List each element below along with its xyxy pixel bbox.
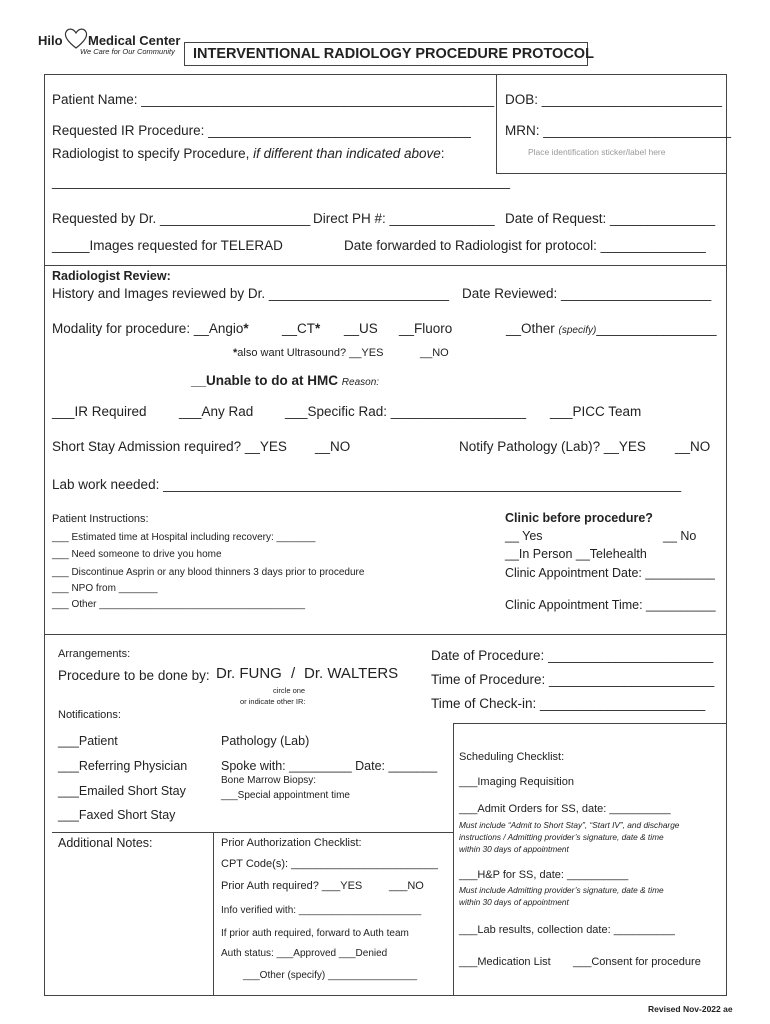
clinic-in-person-telehealth[interactable]: __In Person __Telehealth — [505, 547, 647, 561]
lab-work-field[interactable]: Lab work needed: _____________________________________________________________________ — [52, 477, 682, 492]
instruction-item[interactable]: ___ Estimated time at Hospital including recovery: _______ — [52, 532, 316, 543]
dr-fung-option[interactable]: Dr. FUNG — [216, 665, 282, 682]
requested-by-field[interactable]: Requested by Dr. ____________________ — [52, 211, 311, 226]
picc-team[interactable]: ___PICC Team — [550, 404, 642, 419]
logo-tagline: We Care for Our Community — [80, 47, 175, 56]
date-procedure-field[interactable]: Date of Procedure: ______________________ — [431, 648, 714, 663]
divider-sticker — [496, 173, 727, 174]
info-verified-field[interactable]: Info verified with: ______________________ — [221, 905, 422, 916]
special-appt-option[interactable]: ___Special appointment time — [221, 790, 350, 801]
date-forwarded-field[interactable]: Date forwarded to Radiologist for protocol: ______________ — [344, 238, 706, 253]
indicate-other-note: or indicate other IR: — [240, 697, 306, 706]
divider-scheduling — [453, 723, 454, 996]
admit-note: within 30 days of appointment — [459, 844, 569, 854]
also-ultrasound-no[interactable]: __NO — [420, 347, 449, 359]
auth-status-field[interactable]: Auth status: ___Approved ___Denied — [221, 948, 388, 959]
review-heading: Radiologist Review: — [52, 269, 171, 283]
instruction-item[interactable]: ___ Discontinue Asprin or any blood thinners 3 days prior to procedure — [52, 567, 365, 578]
procedure-blank-line[interactable]: _____________________________________________________________ — [52, 174, 510, 189]
patient-name-field[interactable]: Patient Name: _______________________________________________ — [52, 92, 495, 107]
also-ultrasound-yes[interactable]: *also want Ultrasound? __YES — [233, 347, 384, 359]
notify-pathology-yes[interactable]: Notify Pathology (Lab)? __YES — [459, 439, 646, 454]
modality-other[interactable]: __Other (specify)________________ — [506, 321, 717, 336]
pathology-spoke-field[interactable]: Spoke with: _________ Date: _______ — [221, 759, 438, 773]
scheduling-heading: Scheduling Checklist: — [459, 751, 565, 763]
arrangements-heading: Arrangements: — [58, 648, 131, 660]
date-request-field[interactable]: Date of Request: ______________ — [505, 211, 716, 226]
lab-results-field[interactable]: ___Lab results, collection date: __________ — [459, 924, 675, 936]
mrn-field[interactable]: MRN: _________________________ — [505, 123, 731, 138]
any-rad[interactable]: ___Any Rad — [179, 404, 254, 419]
notify-referring[interactable]: ___Referring Physician — [58, 759, 188, 773]
direct-ph-field[interactable]: Direct PH #: ______________ — [313, 211, 495, 226]
modality-angio[interactable]: Modality for procedure: __Angio* — [52, 321, 249, 336]
admit-note: instructions / Admitting provider’s signature, date & time — [459, 832, 664, 842]
auth-other-field[interactable]: ___Other (specify) ________________ — [243, 970, 418, 981]
divider-scheduling-top — [453, 723, 727, 724]
short-stay-no[interactable]: __NO — [315, 439, 351, 454]
radiologist-specify: Radiologist to specify Procedure, if different than indicated above: — [52, 146, 445, 161]
revised-date: Revised Nov-2022 ae — [648, 1004, 733, 1014]
cpt-code-field[interactable]: CPT Code(s): ________________________ — [221, 858, 438, 870]
divider-dob — [496, 74, 497, 174]
notifications-heading: Notifications: — [58, 709, 121, 721]
forward-auth-note: If prior auth required, forward to Auth team — [221, 928, 409, 939]
short-stay-yes[interactable]: Short Stay Admission required? __YES — [52, 439, 287, 454]
images-telerad-field[interactable]: _____Images requested for TELERAD — [52, 238, 283, 253]
time-checkin-field[interactable]: Time of Check-in: ______________________ — [431, 696, 706, 711]
instructions-heading: Patient Instructions: — [52, 513, 149, 525]
dr-walters-option[interactable]: Dr. WALTERS — [304, 665, 399, 682]
hp-note: Must include Admitting provider’s signature, date & time — [459, 885, 664, 895]
pathology-heading: Pathology (Lab) — [221, 734, 310, 748]
modality-fluoro[interactable]: __Fluoro — [399, 321, 453, 336]
circle-one-note: circle one — [273, 686, 306, 695]
notify-patient[interactable]: ___Patient — [58, 734, 118, 748]
additional-notes-label: Additional Notes: — [58, 836, 153, 850]
clinic-yes[interactable]: __ Yes — [505, 529, 543, 543]
time-procedure-field[interactable]: Time of Procedure: ______________________ — [431, 672, 715, 687]
page-title: INTERVENTIONAL RADIOLOGY PROCEDURE PROTOCOL — [193, 46, 594, 62]
divider-review — [44, 265, 727, 266]
consent-procedure[interactable]: ___Consent for procedure — [573, 956, 701, 968]
divider-arrangements — [44, 634, 727, 635]
date-reviewed-field[interactable]: Date Reviewed: ____________________ — [462, 286, 712, 301]
prior-auth-yes[interactable]: Prior Auth required? ___YES — [221, 880, 363, 892]
instruction-item[interactable]: ___ Other _____________________________________ — [52, 599, 306, 610]
divider-prior-auth — [213, 832, 214, 996]
imaging-requisition[interactable]: ___Imaging Requisition — [459, 776, 574, 788]
prior-auth-no[interactable]: ___NO — [389, 880, 424, 892]
bone-marrow-label: Bone Marrow Biopsy: — [221, 775, 317, 786]
clinic-heading: Clinic before procedure? — [505, 511, 653, 525]
modality-us[interactable]: __US — [344, 321, 378, 336]
logo — [38, 28, 181, 58]
medication-list[interactable]: ___Medication List — [459, 956, 551, 968]
notify-pathology-no[interactable]: __NO — [675, 439, 711, 454]
admit-note: Must include “Admit to Short Stay”, “Start IV”, and discharge — [459, 820, 680, 830]
requested-ir-field[interactable]: Requested IR Procedure: ___________________________________ — [52, 123, 471, 138]
specific-rad[interactable]: ___Specific Rad: __________________ — [285, 404, 526, 419]
prior-auth-heading: Prior Authorization Checklist: — [221, 837, 362, 849]
procedure-by-label: Procedure to be done by: — [58, 668, 210, 683]
divider-notes — [52, 832, 453, 833]
logo-name: Medical Center — [88, 33, 181, 48]
hp-ss-field[interactable]: ___H&P for SS, date: __________ — [459, 869, 629, 881]
ir-required[interactable]: ___IR Required — [52, 404, 147, 419]
instruction-item[interactable]: ___ Need someone to drive you home — [52, 549, 222, 560]
sticker-placeholder: Place identification sticker/label here — [528, 147, 666, 157]
admit-orders-field[interactable]: ___Admit Orders for SS, date: __________ — [459, 803, 671, 815]
notify-faxed[interactable]: ___Faxed Short Stay — [58, 808, 176, 822]
modality-ct[interactable]: __CT* — [282, 321, 321, 336]
hp-note: within 30 days of appointment — [459, 897, 569, 907]
notify-emailed[interactable]: ___Emailed Short Stay — [58, 784, 186, 798]
clinic-appt-date[interactable]: Clinic Appointment Date: __________ — [505, 566, 715, 580]
history-reviewed-field[interactable]: History and Images reviewed by Dr. ________________________ — [52, 286, 450, 301]
unable-hmc[interactable]: __Unable to do at HMC Reason: — [191, 373, 380, 388]
clinic-appt-time[interactable]: Clinic Appointment Time: __________ — [505, 598, 716, 612]
page-title-box — [184, 42, 594, 66]
doctor-slash: / — [291, 665, 296, 682]
dob-field[interactable]: DOB: ________________________ — [505, 92, 722, 107]
clinic-no[interactable]: __ No — [663, 529, 697, 543]
instruction-item[interactable]: ___ NPO from _______ — [52, 583, 158, 594]
logo-hilo: Hilo — [38, 33, 63, 48]
